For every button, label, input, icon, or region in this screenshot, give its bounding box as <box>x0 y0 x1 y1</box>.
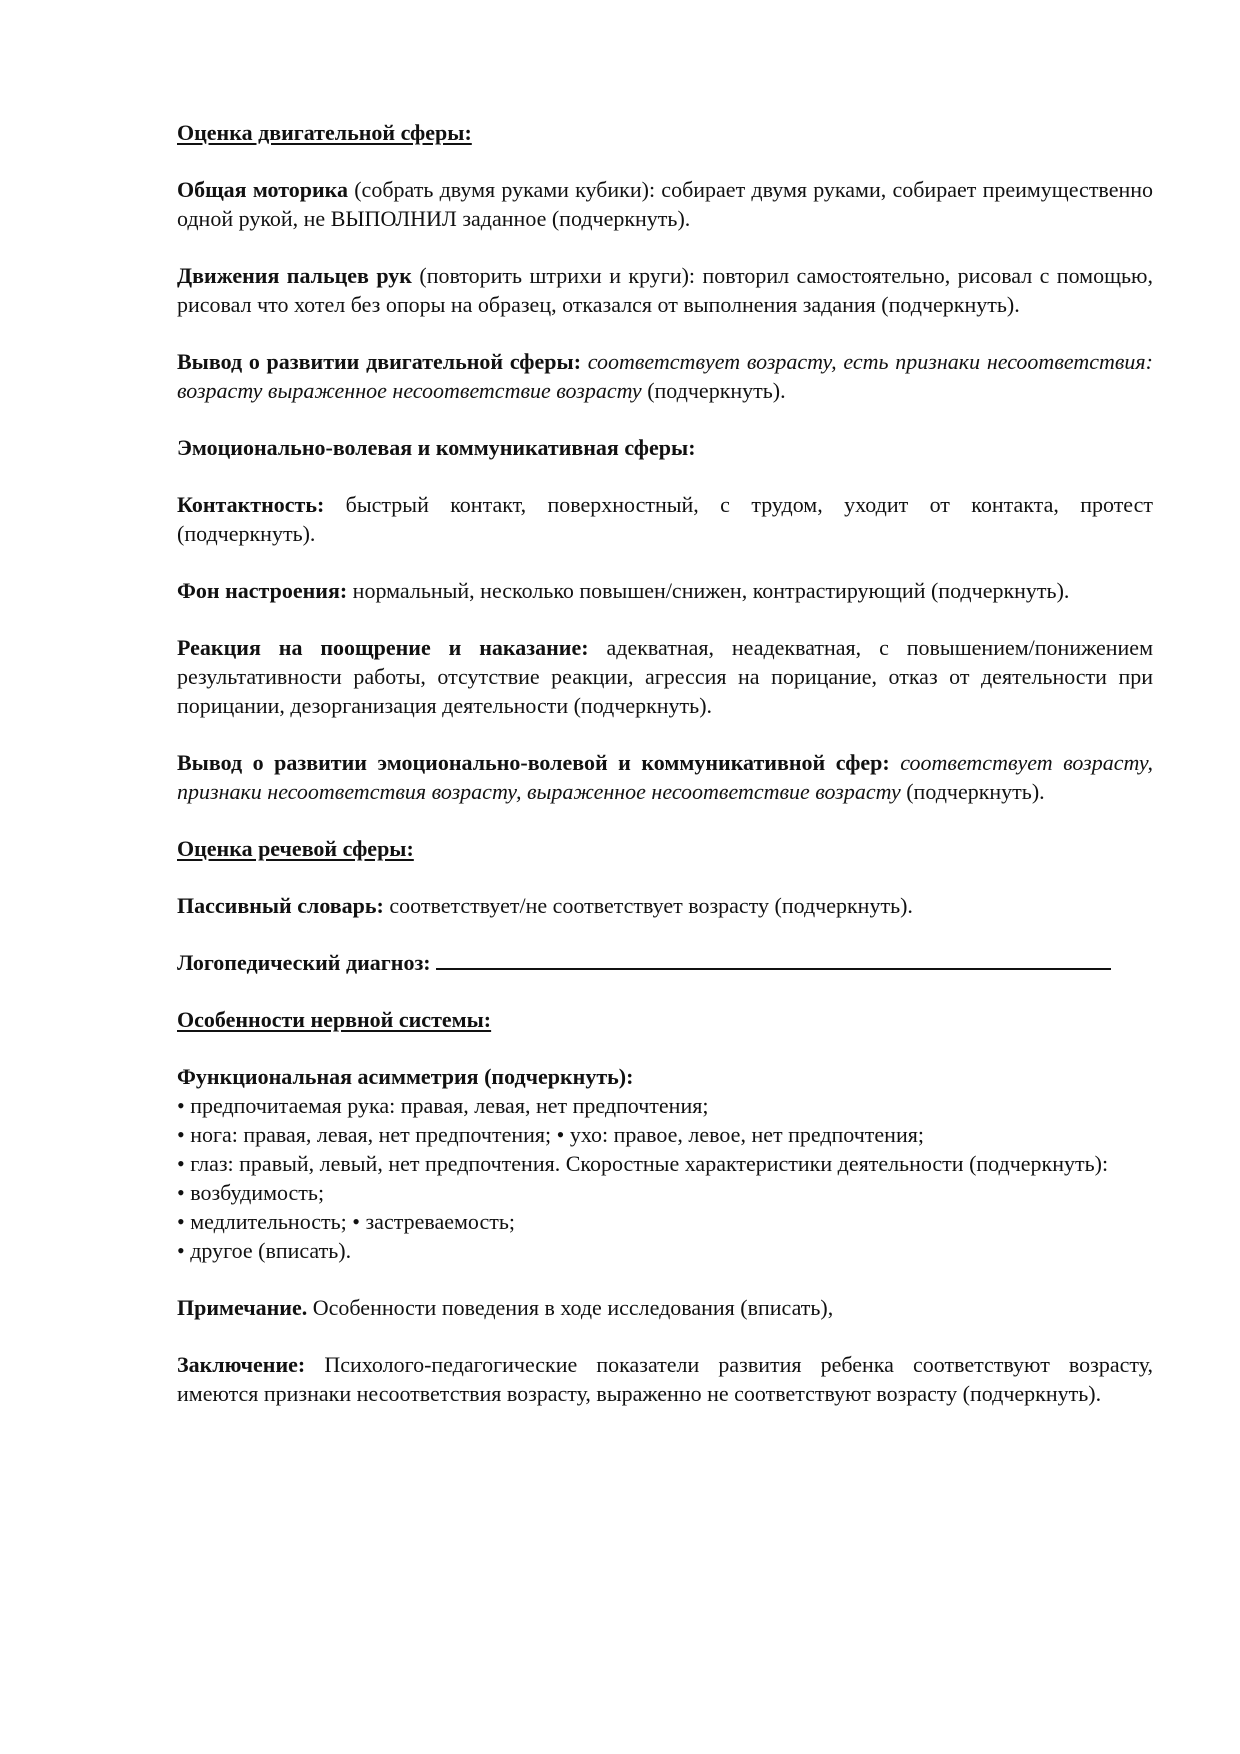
mood-paragraph <box>177 576 1153 605</box>
speech-diagnosis-paragraph <box>177 948 1153 977</box>
summary-label: Заключение: <box>177 1352 306 1377</box>
reaction-label: Реакция на поощрение и наказание: <box>177 635 589 660</box>
emotional-conclusion-label: Вывод о развитии эмоционально-волевой и коммуникативной сфер: <box>177 750 890 775</box>
asymmetry-section <box>177 1062 1153 1265</box>
passive-vocabulary-label: Пассивный словарь: <box>177 893 384 918</box>
speed-line-excitability: • возбудимость; <box>177 1180 325 1205</box>
reaction-text: адекватная, неадекватная, с повышением/понижением результативности работы, отсутствие реакции, агрессия на порицание, отказ от деятельности при порицании, дезорганизация деятельности (подчеркнуть). <box>177 635 1153 718</box>
passive-vocabulary-paragraph <box>177 891 1153 920</box>
emotional-conclusion-options: соответствует возрасту, признаки несоответствия возрасту, выраженное несоответствие возрасту <box>177 750 1153 804</box>
asymmetry-label: Функциональная асимметрия (подчеркнуть): <box>177 1064 634 1089</box>
motor-conclusion-tail: (подчеркнуть). <box>641 378 786 403</box>
note-paragraph <box>177 1293 1153 1322</box>
contact-label: Контактность: <box>177 492 325 517</box>
motor-conclusion-options: соответствует возрасту, есть признаки несоответствия: возрасту выраженное несоответствие возрасту <box>177 349 1153 403</box>
motor-heading: Оценка двигательной сферы: <box>177 120 472 145</box>
gross-motor-text: (собрать двумя руками кубики): собирает двумя руками, собирает преимущественно одной рукой, не ВЫПОЛНИЛ заданное (подчеркнуть). <box>177 177 1154 231</box>
summary-paragraph <box>177 1350 1153 1408</box>
speech-diagnosis-blank[interactable] <box>436 950 1111 970</box>
summary-text: Психолого-педагогические показатели развития ребенка соответствуют возрасту, имеются признаки несоответствия возрасту, выраженно не соответствуют возрасту (подчеркнуть). <box>177 1352 1153 1406</box>
gross-motor-label: Общая моторика <box>177 177 348 202</box>
finger-movements-text: (повторить штрихи и круги): повторил самостоятельно, рисовал с помощью, рисовал что хотел без опоры на образец, отказался от выполнения задания (подчеркнуть). <box>177 263 1153 317</box>
emotional-conclusion-paragraph <box>177 748 1153 806</box>
gross-motor-paragraph <box>177 175 1153 233</box>
asymmetry-line-leg-ear: • нога: правая, левая, нет предпочтения; • ухо: правое, левое, нет предпочтения; <box>177 1122 924 1147</box>
emotional-conclusion-tail: (подчеркнуть). <box>900 779 1045 804</box>
reaction-paragraph <box>177 633 1153 720</box>
finger-movements-label: Движения пальцев рук <box>177 263 412 288</box>
motor-conclusion-paragraph <box>177 347 1153 405</box>
note-label: Примечание. <box>177 1295 308 1320</box>
speech-diagnosis-label: Логопедический диагноз: <box>177 950 431 975</box>
passive-vocabulary-text: соответствует/не соответствует возрасту (подчеркнуть). <box>383 893 913 918</box>
speed-line-other: • другое (вписать). <box>177 1238 352 1263</box>
finger-movements-paragraph <box>177 261 1153 319</box>
contact-text: быстрый контакт, поверхностный, с трудом, уходит от контакта, протест (подчеркнуть). <box>177 492 1153 546</box>
asymmetry-line-hand: • предпочитаемая рука: правая, левая, нет предпочтения; <box>177 1093 709 1118</box>
document-page <box>177 118 1153 1436</box>
mood-text: нормальный, несколько повышен/снижен, контрастирующий (подчеркнуть). <box>347 578 1070 603</box>
speed-line-slowness: • медлительность; • застреваемость; <box>177 1209 515 1234</box>
asymmetry-line-eye-speed: • глаз: правый, левый, нет предпочтения. Скоростные характеристики деятельности (подчеркнуть): <box>177 1151 1109 1176</box>
nervous-heading: Особенности нервной системы: <box>177 1007 492 1032</box>
motor-conclusion-label: Вывод о развитии двигательной сферы: <box>177 349 582 374</box>
emotional-heading: Эмоционально-волевая и коммуникативная сферы: <box>177 435 696 460</box>
mood-label: Фон настроения: <box>177 578 348 603</box>
contact-paragraph <box>177 490 1153 548</box>
note-text: Особенности поведения в ходе исследования (вписать), <box>307 1295 834 1320</box>
speech-heading: Оценка речевой сферы: <box>177 836 414 861</box>
